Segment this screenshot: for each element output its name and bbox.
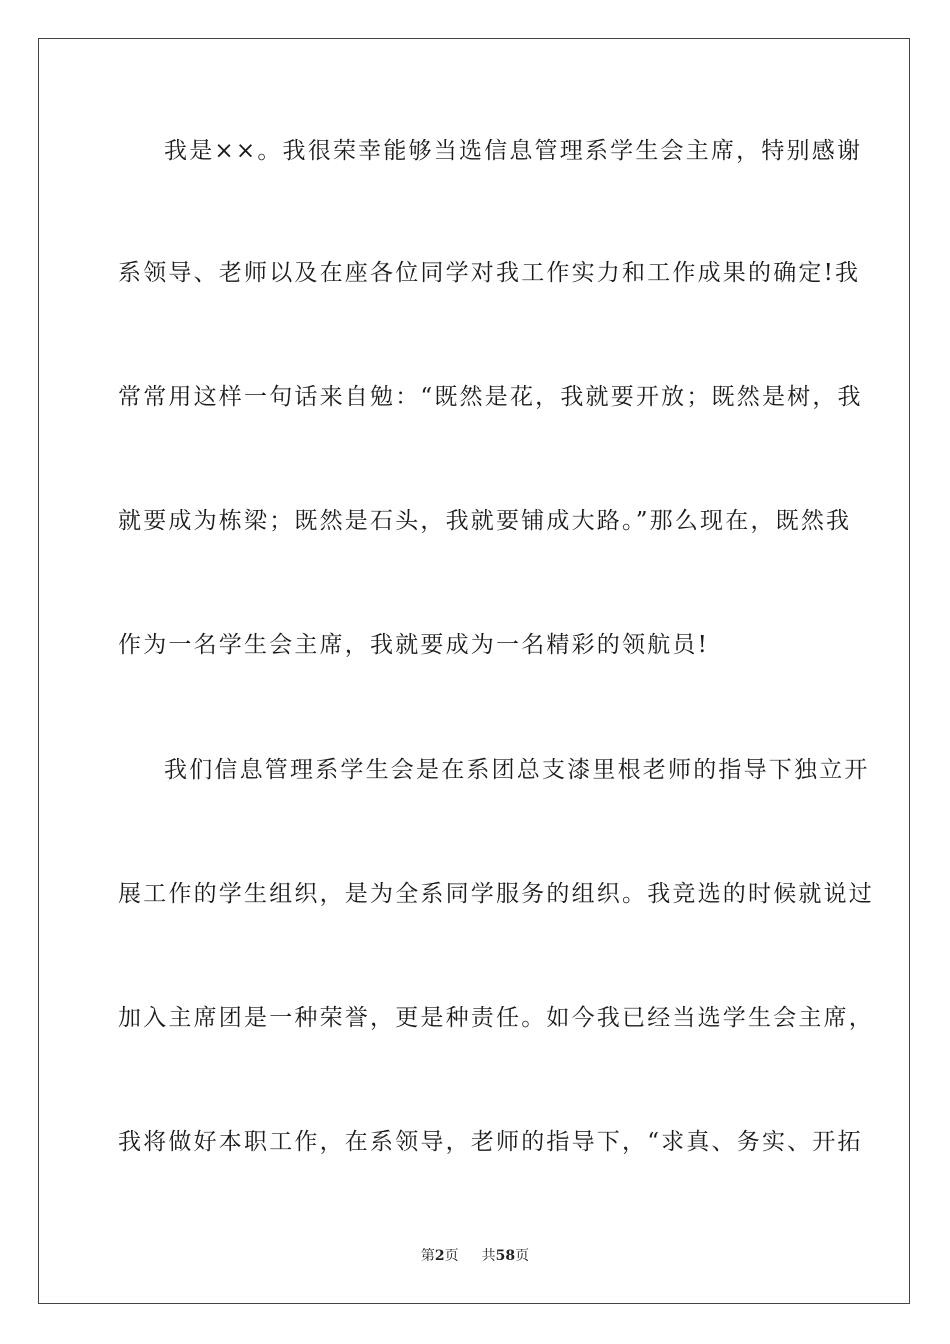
page-number: 2 (434, 1248, 445, 1264)
page-prefix: 第 (420, 1248, 435, 1264)
paragraph-line: 加入主席团是一种荣誉，更是种责任。如今我已经当选学生会主席， (118, 1005, 874, 1031)
paragraph-line: 展工作的学生组织，是为全系同学服务的组织。我竞选的时候就说过 (118, 881, 874, 907)
total-suffix: 页 (515, 1248, 530, 1264)
paragraph-line: 我是××。我很荣幸能够当选信息管理系学生会主席，特别感谢 (164, 138, 863, 164)
paragraph-line: 常常用这样一句话来自勉：“既然是花，我就要开放；既然是树，我 (118, 384, 863, 410)
paragraph-line: 作为一名学生会主席，我就要成为一名精彩的领航员! (118, 632, 710, 658)
page-footer (0, 1247, 950, 1265)
total-pages: 58 (495, 1248, 516, 1264)
paragraph-line: 我们信息管理系学生会是在系团总支漆里根老师的指导下独立开 (164, 757, 870, 783)
page-suffix: 页 (444, 1248, 459, 1264)
page-number-label (421, 1247, 459, 1265)
paragraph-line: 我将做好本职工作，在系领导，老师的指导下，“求真、务实、开拓 (118, 1129, 863, 1155)
total-prefix: 共 (481, 1248, 496, 1264)
paragraph-line: 就要成为栋梁；既然是石头，我就要铺成大路。”那么现在，既然我 (118, 508, 852, 534)
total-pages-label (482, 1247, 529, 1265)
paragraph-line: 系领导、老师以及在座各位同学对我工作实力和工作成果的确定!我 (118, 260, 861, 286)
page-border (38, 38, 910, 1304)
